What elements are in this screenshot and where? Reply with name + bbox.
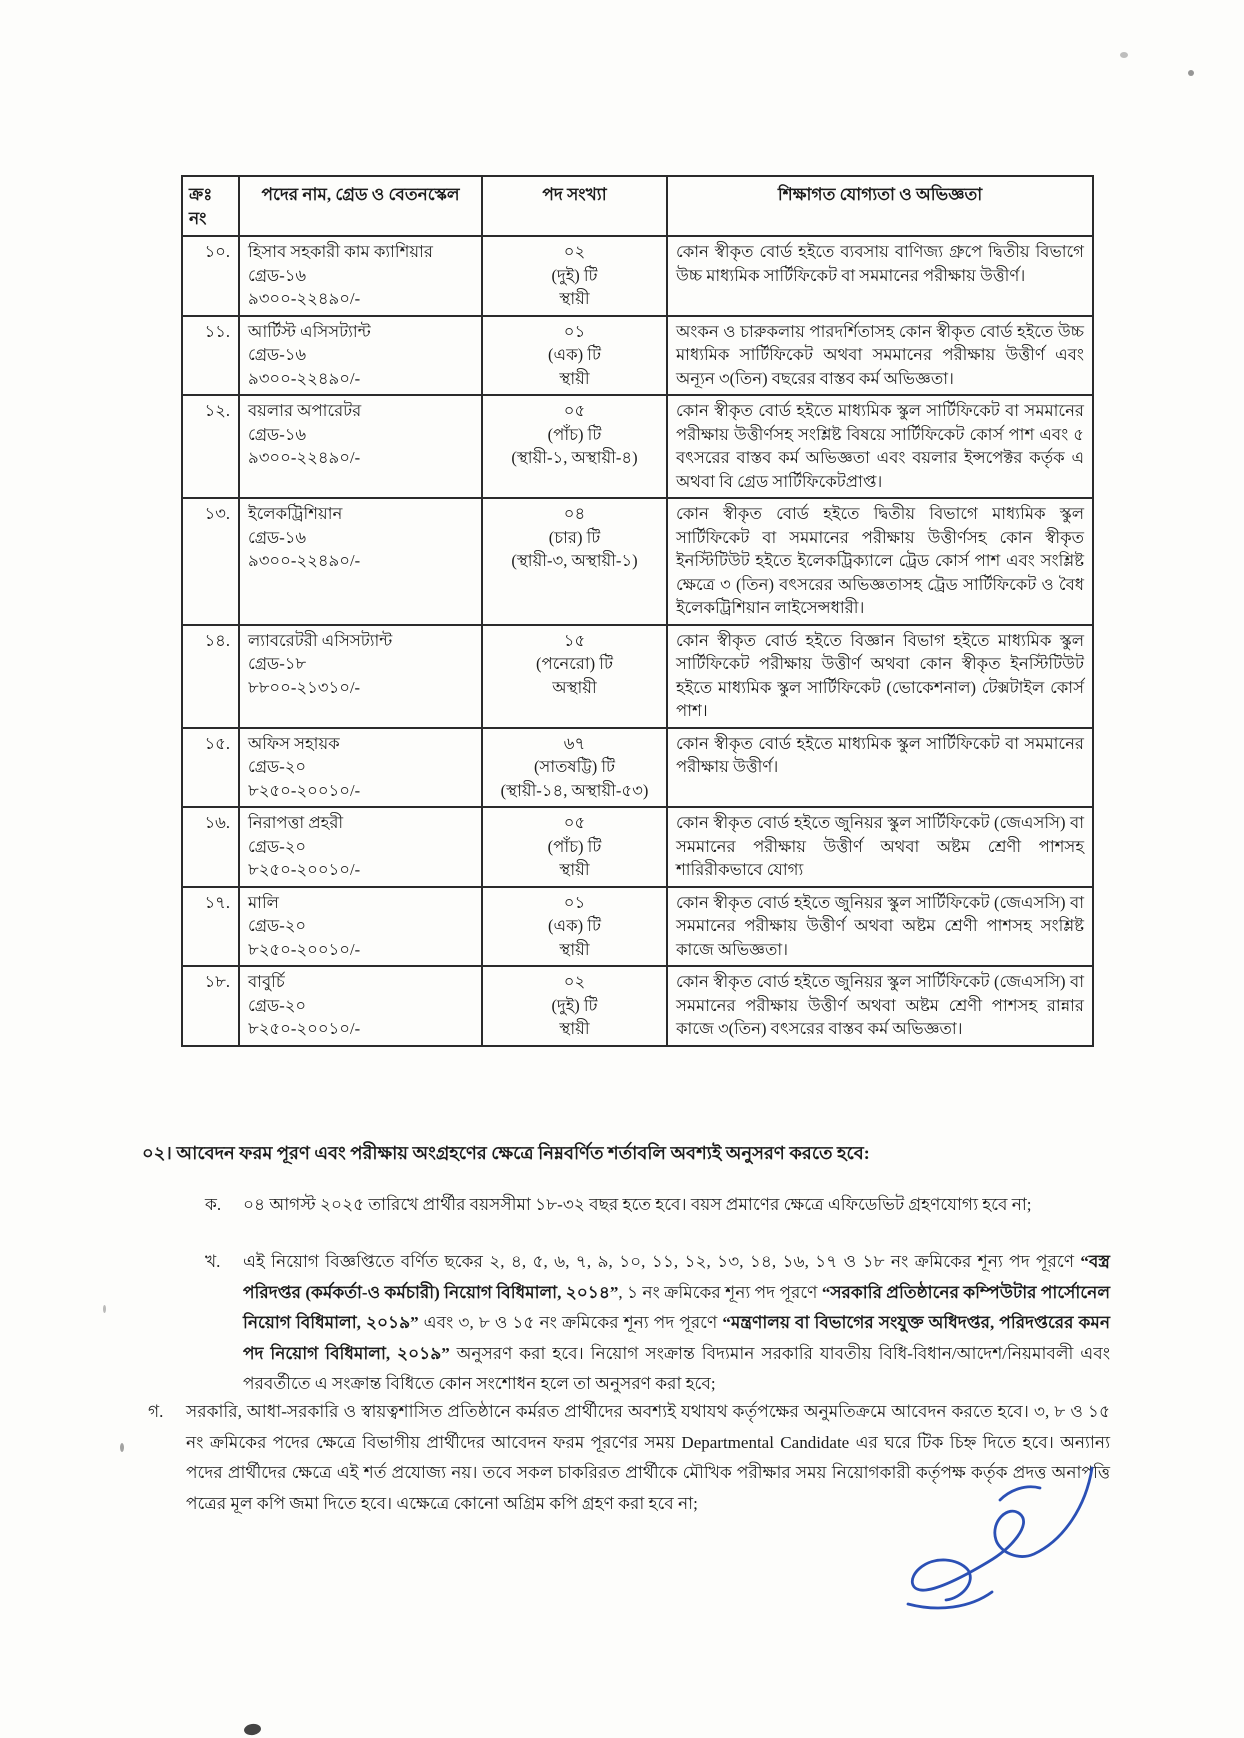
header-serial: ক্রঃ নং bbox=[182, 176, 239, 236]
table-row bbox=[182, 498, 1093, 625]
post-count-cell bbox=[482, 728, 667, 808]
table-row bbox=[182, 887, 1093, 967]
condition-label: খ. bbox=[205, 1252, 221, 1271]
serial-cell: ১৬. bbox=[182, 807, 239, 887]
post-count-line: (স্থায়ী-১৪, অস্থায়ী-৫৩) bbox=[500, 780, 649, 800]
condition-item bbox=[205, 1247, 1110, 1400]
post-count-line: (সাতষট্টি) টি bbox=[533, 757, 616, 776]
post-count-line: (পনেরো) টি bbox=[536, 654, 613, 673]
post-name-line: আর্টিস্ট এসিসট্যান্ট bbox=[248, 321, 371, 341]
condition-text bbox=[243, 1190, 1110, 1221]
post-name-line: বয়লার অপারেটর bbox=[248, 401, 362, 420]
serial-cell: ১১. bbox=[182, 316, 239, 396]
qualification-cell: কোন স্বীকৃত বোর্ড হইতে দ্বিতীয় বিভাগে মাধ্যমিক স্কুল সার্টিফিকেট বা সমমানের পরীক্ষায় উত্তীর্ণসহ কোন স্বীকৃত ইনস্টিটিউট হইতে ইলেকট্রিক্যালে ট্রেড কোর্স পাশ এবং সংশ্লিষ্ট ক্ষেত্রে ৩ (তিন) বৎসরের অভিজ্ঞতাসহ ট্রেড সার্টিফিকেট ও বৈধ ইলেকট্রিশিয়ান লাইসেন্সধারী। bbox=[667, 498, 1093, 625]
header-count: পদ সংখ্যা bbox=[482, 176, 667, 236]
post-name-line: গ্রেড-১৬ bbox=[248, 265, 307, 285]
post-count-line: (পাঁচ) টি bbox=[547, 836, 602, 856]
post-count-cell bbox=[482, 807, 667, 887]
scan-speck bbox=[243, 1723, 261, 1736]
table-row bbox=[182, 807, 1093, 887]
signature-ink bbox=[850, 1440, 1110, 1640]
post-name-cell bbox=[239, 236, 482, 316]
qualification-cell: কোন স্বীকৃত বোর্ড হইতে মাধ্যমিক স্কুল সার্টিফিকেট বা সমমানের পরীক্ষায় উত্তীর্ণসহ সংশ্লিষ্ট বিষয়ে সার্টিফিকেট কোর্স পাশ এবং ৫ বৎসরের বাস্তব কর্ম অভিজ্ঞতা এবং বয়লার ইন্সপেক্টর কর্তৃক এ অথবা বি গ্রেড সার্টিফিকেটপ্রাপ্ত। bbox=[667, 395, 1093, 498]
post-name-cell bbox=[239, 966, 482, 1046]
qualification-cell: কোন স্বীকৃত বোর্ড হইতে জুনিয়র স্কুল সার্টিফিকেট (জেএসসি) বা সমমানের পরীক্ষায় উত্তীর্ণ অথবা অষ্টম শ্রেণী পাশসহ রান্নার কাজে ৩(তিন) বৎসরের বাস্তব কর্ম অভিজ্ঞতা। bbox=[667, 966, 1093, 1046]
condition-text-segment: ০৪ আগস্ট ২০২৫ তারিখে প্রার্থীর বয়সসীমা ১৮-৩২ বছর হতে হবে। বয়স প্রমাণের ক্ষেত্রে এফিডেভিট গ্রহণযোগ্য হবে না; bbox=[243, 1195, 1032, 1214]
condition-label: ক. bbox=[205, 1195, 222, 1214]
post-name-line: গ্রেড-১৮ bbox=[248, 654, 307, 673]
post-name-line: হিসাব সহকারী কাম ক্যাশিয়ার bbox=[248, 242, 433, 261]
post-name-line: ৮২৫০-২০০১০/- bbox=[248, 860, 361, 879]
table-header-row bbox=[182, 176, 1093, 236]
post-count-line: (পাঁচ) টি bbox=[547, 424, 602, 444]
post-name-line: ৯৩০০-২২৪৯০/- bbox=[248, 289, 361, 308]
post-count-line: ০১ bbox=[563, 892, 586, 912]
serial-cell: ১৫. bbox=[182, 728, 239, 808]
post-name-line: অফিস সহায়ক bbox=[248, 733, 340, 753]
post-count-line: (স্থায়ী-৩, অস্থায়ী-১) bbox=[511, 551, 638, 570]
scan-speck bbox=[1120, 52, 1128, 58]
condition-text bbox=[243, 1247, 1110, 1400]
table-row bbox=[182, 728, 1093, 808]
post-count-line: ০৪ bbox=[563, 504, 586, 523]
header-qualification: শিক্ষাগত যোগ্যতা ও অভিজ্ঞতা bbox=[667, 176, 1093, 236]
post-name-cell bbox=[239, 625, 482, 728]
condition-text-segment: “সরকারি প্রতিষ্ঠানের কম্পিউটার পার্সোনেল নিয়োগ বিধিমালা, ২০১৯” bbox=[243, 1282, 1110, 1332]
serial-cell: ১৪. bbox=[182, 625, 239, 728]
scan-speck bbox=[1188, 70, 1194, 76]
post-name-line: ল্যাবরেটরী এসিসট্যান্ট bbox=[248, 630, 393, 650]
post-count-line: (এক) টি bbox=[548, 345, 601, 364]
post-name-line: ৯৩০০-২২৪৯০/- bbox=[248, 368, 361, 388]
post-name-line: গ্রেড-১৬ bbox=[248, 527, 307, 547]
serial-cell: ১০. bbox=[182, 236, 239, 316]
post-count-line: (এক) টি bbox=[548, 916, 601, 935]
post-count-cell bbox=[482, 625, 667, 728]
serial-cell: ১৮. bbox=[182, 966, 239, 1046]
serial-cell: ১২. bbox=[182, 395, 239, 498]
post-count-cell bbox=[482, 887, 667, 967]
post-count-line: অস্থায়ী bbox=[552, 677, 597, 697]
header-post: পদের নাম, গ্রেড ও বেতনস্কেল bbox=[239, 176, 482, 236]
post-count-cell bbox=[482, 316, 667, 396]
table-row bbox=[182, 316, 1093, 396]
post-count-line: স্থায়ী bbox=[559, 939, 590, 959]
post-name-line: গ্রেড-২০ bbox=[248, 836, 307, 856]
condition-text-segment: , ১ নং ক্রমিকের শূন্য পদ পূরণে bbox=[618, 1282, 822, 1302]
post-count-cell bbox=[482, 498, 667, 625]
post-count-line: স্থায়ী bbox=[559, 860, 590, 879]
serial-cell: ১৩. bbox=[182, 498, 239, 625]
qualification-cell: অংকন ও চারুকলায় পারদর্শিতাসহ কোন স্বীকৃত বোর্ড হইতে উচ্চ মাধ্যমিক সার্টিফিকেট অথবা সমমানের পরীক্ষায় উত্তীর্ণ এবং অন্যূন ৩(তিন) বছরের বাস্তব কর্ম অভিজ্ঞতা। bbox=[667, 316, 1093, 396]
post-count-line: ০২ bbox=[563, 242, 586, 261]
post-count-line: ০৫ bbox=[563, 401, 586, 420]
table-row bbox=[182, 395, 1093, 498]
post-name-cell bbox=[239, 498, 482, 625]
post-count-line: ০২ bbox=[563, 972, 586, 991]
qualification-cell: কোন স্বীকৃত বোর্ড হইতে জুনিয়র স্কুল সার্টিফিকেট (জেএসসি) বা সমমানের পরীক্ষায় উত্তীর্ণ অথবা অষ্টম শ্রেণী পাশসহ শারিরীকভাবে যোগ্য bbox=[667, 807, 1093, 887]
post-count-cell bbox=[482, 966, 667, 1046]
post-name-line: গ্রেড-২০ bbox=[248, 916, 307, 935]
post-count-line: ০১ bbox=[563, 321, 586, 341]
post-name-line: মালি bbox=[248, 892, 279, 912]
qualification-cell: কোন স্বীকৃত বোর্ড হইতে মাধ্যমিক স্কুল সার্টিফিকেট বা সমমানের পরীক্ষায় উত্তীর্ণ। bbox=[667, 728, 1093, 808]
post-name-cell bbox=[239, 887, 482, 967]
positions-table bbox=[181, 175, 1094, 1047]
post-name-cell bbox=[239, 395, 482, 498]
post-name-cell bbox=[239, 316, 482, 396]
table-row bbox=[182, 966, 1093, 1046]
condition-text-segment: এই নিয়োগ বিজ্ঞপ্তিতে বর্ণিত ছকের ২, ৪, ৫, ৬, ৭, ৯, ১০, ১১, ১২, ১৩, ১৪, ১৬, ১৭ ও ১৮ নং ক্রমিকের শূন্য পদ পূরণে bbox=[243, 1252, 1081, 1271]
post-count-line: স্থায়ী bbox=[559, 1019, 590, 1038]
post-count-cell bbox=[482, 395, 667, 498]
scan-speck bbox=[103, 1305, 106, 1313]
post-name-line: গ্রেড-২০ bbox=[248, 757, 307, 776]
table-row bbox=[182, 236, 1093, 316]
condition-text-segment: “মন্ত্রণালয় বা বিভাগের সংযুক্ত অধিদপ্তর, পরিদপ্তরের কমন পদ নিয়োগ বিধিমালা, ২০১৯” bbox=[243, 1313, 1110, 1363]
post-count-line: ৬৭ bbox=[563, 733, 586, 753]
qualification-cell: কোন স্বীকৃত বোর্ড হইতে ব্যবসায় বাণিজ্য গ্রুপে দ্বিতীয় বিভাগে উচ্চ মাধ্যমিক সার্টিফিকেট বা সমমানের পরীক্ষায় উত্তীর্ণ। bbox=[667, 236, 1093, 316]
post-name-line: ৯৩০০-২২৪৯০/- bbox=[248, 448, 361, 467]
post-name-line: গ্রেড-২০ bbox=[248, 995, 307, 1015]
table-row bbox=[182, 625, 1093, 728]
post-count-line: স্থায়ী bbox=[559, 289, 590, 308]
post-name-line: গ্রেড-১৬ bbox=[248, 424, 307, 444]
post-name-line: ইলেকট্রিশিয়ান bbox=[248, 504, 343, 523]
post-name-line: ৯৩০০-২২৪৯০/- bbox=[248, 551, 361, 570]
post-name-line: নিরাপত্তা প্রহরী bbox=[248, 813, 344, 832]
post-name-line: গ্রেড-১৬ bbox=[248, 345, 307, 364]
scan-speck bbox=[120, 1443, 124, 1452]
condition-item bbox=[205, 1190, 1110, 1221]
post-name-line: ৮২৫০-২০০১০/- bbox=[248, 939, 361, 959]
section-heading: ০২। আবেদন ফরম পূরণ এবং পরীক্ষায় অংগ্রহণের ক্ষেত্রে নিম্নবর্ণিত শর্তাবলি অবশ্যই অনুসরণ করতে হবে: bbox=[142, 1143, 870, 1163]
condition-label: গ. bbox=[148, 1402, 164, 1421]
post-count-line: (চার) টি bbox=[548, 527, 601, 547]
condition-text-segment: অনুসরণ করা হবে। নিয়োগ সংক্রান্ত বিদ্যমান সরকারি যাবতীয় বিধি-বিধান/আদেশ/নিয়মাবলী এবং পরবর্তীতে এ সংক্রান্ত বিধিতে কোন সংশোধন হলে তা অনুসরণ করা হবে; bbox=[243, 1343, 1111, 1393]
qualification-cell: কোন স্বীকৃত বোর্ড হইতে বিজ্ঞান বিভাগ হইতে মাধ্যমিক স্কুল সার্টিফিকেট পরীক্ষায় উত্তীর্ণ অথবা কোন স্বীকৃত ইনস্টিটিউট হইতে মাধ্যমিক স্কুল সার্টিফিকেট (ভোকেশনাল) টেক্সটাইল কোর্স পাশ। bbox=[667, 625, 1093, 728]
condition-text-segment: সরকারি, আধা-সরকারি ও স্বায়ত্বশাসিত প্রতিষ্ঠানে কর্মরত প্রার্থীদের অবশ্যই যথাযথ কর্তৃপক্ষের অনুমতিক্রমে আবেদন করতে হবে। ৩, ৮ ও ১৫ নং ক্রমিকের পদের ক্ষেত্রে বিভাগীয় প্রার্থীদের আবেদন ফরম পূরণের সময় Departmental Candidate এর ঘরে টিক চিহ্ন দিতে হবে। অন্যান্য পদের প্রার্থীদের ক্ষেত্রে এই শর্ত প্রযোজ্য নয়। তবে সকল চাকরিরত প্রার্থীকে মৌখিক পরীক্ষার সময় নিয়োগকারী কর্তৃপক্ষ কর্তৃক প্রদত্ত অনাপত্তি পত্রের মূল কপি জমা দিতে হবে। এক্ষেত্রে কোনো অগ্রিম কপি গ্রহণ করা হবে না; bbox=[186, 1402, 1110, 1513]
qualification-cell: কোন স্বীকৃত বোর্ড হইতে জুনিয়র স্কুল সার্টিফিকেট (জেএসসি) বা সমমানের পরীক্ষায় উত্তীর্ণ অথবা অষ্টম শ্রেণী পাশসহ সংশ্লিষ্ট কাজে অভিজ্ঞতা। bbox=[667, 887, 1093, 967]
post-count-line: (স্থায়ী-১, অস্থায়ী-৪) bbox=[511, 448, 638, 467]
serial-cell: ১৭. bbox=[182, 887, 239, 967]
condition-text-segment: এবং ৩, ৮ ও ১৫ নং ক্রমিকের শূন্য পদ পূরণে bbox=[418, 1313, 723, 1332]
post-name-line: বাবুর্চি bbox=[248, 972, 285, 991]
post-count-cell bbox=[482, 236, 667, 316]
post-name-line: ৮৮০০-২১৩১০/- bbox=[248, 677, 361, 697]
post-name-cell bbox=[239, 728, 482, 808]
post-name-cell bbox=[239, 807, 482, 887]
post-name-line: ৮২৫০-২০০১০/- bbox=[248, 1019, 361, 1038]
post-count-line: (দুই) টি bbox=[551, 265, 598, 285]
post-count-line: স্থায়ী bbox=[559, 368, 590, 388]
condition-text-segment: “বস্ত্র পরিদপ্তর (কর্মকর্তা-ও কর্মচারী) নিয়োগ বিধিমালা, ২০১৪” bbox=[243, 1252, 1110, 1302]
post-count-line: (দুই) টি bbox=[551, 995, 598, 1015]
post-count-line: ১৫ bbox=[563, 630, 586, 650]
post-count-line: ০৫ bbox=[563, 813, 586, 832]
post-name-line: ৮২৫০-২০০১০/- bbox=[248, 780, 361, 800]
